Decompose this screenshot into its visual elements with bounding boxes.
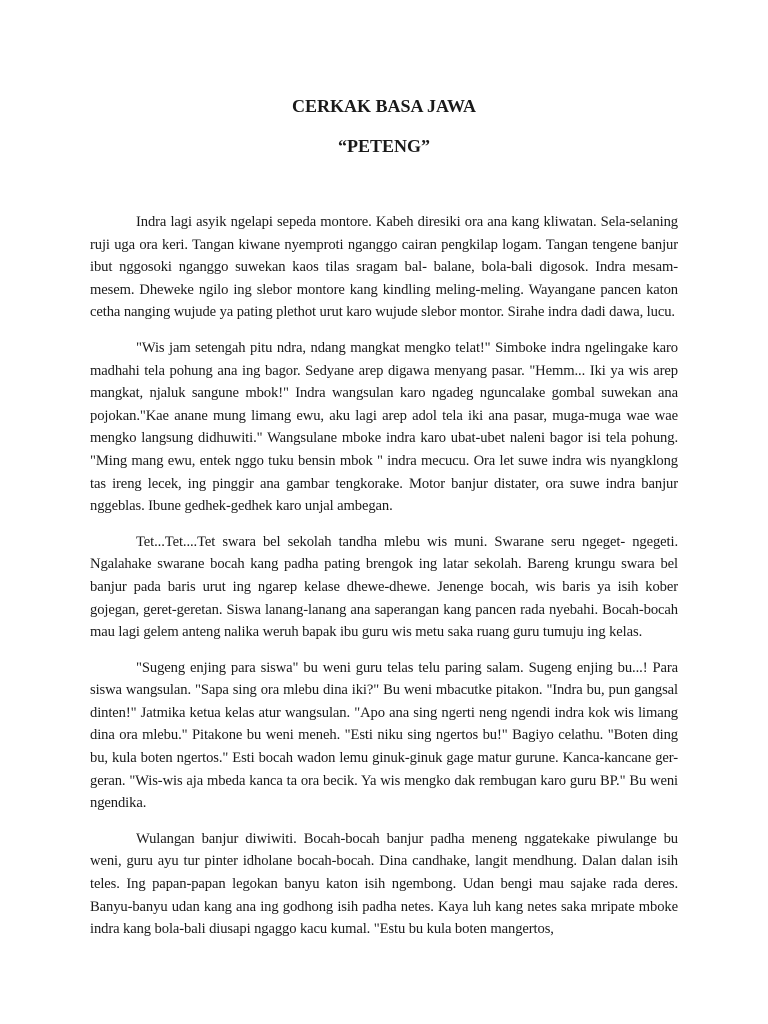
document-title: CERKAK BASA JAWA: [291, 96, 477, 116]
paragraph-1: Indra lagi asyik ngelapi sepeda montore. Kabeh diresiki ora ana kang kliwatan. Sela-selaning ruji uga ora keri. Tangan kiwane nyemproti nganggo cairan pengkilap logam. Tangan tengene banjur ibut nggosoki nganggo suwekan kaos tilas sragam bal- balane, bola-bali digosok. Indra mesam-mesem. Dheweke ngilo ing slebor montore kang kindling meling-meling. Wayangane pancen katon cetha nanging wujude ya pating plethot urut karo wujude slebor montor. Sirahe indra dadi dawa, lucu.: [90, 214, 678, 321]
story-body: [90, 211, 678, 954]
paragraph-2: "Wis jam setengah pitu ndra, ndang mangkat mengko telat!" Simboke indra ngelingake karo madhahi tela pohung ana ing bagor. Sedyane arep digawa menyang pasar. "Hemm... Iki ya wis arep mangkat, njaluk sangune mbok!" Indra wangsulan karo ngadeg nguncalake gombal suwekan ana pojokan."Kae anane mung limang ewu, aku lagi arep adol tela iki ana pasar, muga-muga wae wae mengko langsung didhuwiti." Wangsulane mboke indra karo ubat-ubet naleni bagor isi tela pohung. "Ming mang ewu, entek nggo tuku bensin mbok " indra mecucu. Ora let suwe indra wis nyangklong tas ireng lecek, ing pinggir ana gambar tengkorake. Motor banjur distater, ora suwe indra banjur nggeblas. Ibune gedhek-gedhek karo unjal ambegan.: [90, 339, 678, 515]
document-subtitle: “PETENG”: [337, 136, 430, 156]
paragraph-5: Wulangan banjur diwiwiti. Bocah-bocah banjur padha meneng nggatekake piwulange bu weni, guru ayu tur pinter idholane bocah-bocah. Dina candhake, langit mendhung. Dalan dalan isih teles. Ing papan-papan legokan banyu katon isih ngembong. Udan bengi mau sajake rada deres. Banyu-banyu udan kang ana ing godhong isih padha netes. Kaya luh kang netes saka mripate mboke indra kang bola-bali diusapi ngaggo kacu kumal. "Estu bu kula boten mangertos,: [90, 830, 678, 938]
paragraph-4: "Sugeng enjing para siswa" bu weni guru telas telu paring salam. Sugeng enjing bu...! Para siswa wangsulan. "Sapa sing ora mlebu dina iki?" Bu weni mbacutke pitakon. "Indra bu, pun gangsal dinten!" Jatmika ketua kelas atur wangsulan. "Apo ana sing ngerti neng ngendi indra kok wis limang dina ora mlebu." Pitakone bu weni meneh. "Esti niku sing ngertos bu!" Bagiyo celathu. "Boten ding bu, kula boten ngertos." Esti bocah wadon lemu ginuk-ginuk gage matur gurune. Kanca-kancane ger-geran. "Wis-wis aja mbeda kanca ta ora becik. Ya wis mengko dak rembugan karo guru BP." Bu weni ngendika.: [90, 659, 678, 812]
paragraph-3: Tet...Tet....Tet swara bel sekolah tandha mlebu wis muni. Swarane seru ngeget- ngegeti. Ngalahake swarane bocah kang padha pating brengok ing latar sekolah. Bareng krungu swara bel banjur pada baris urut ing ngarep kelase dhewe-dhewe. Jenenge bocah, wis baris ya isih kober gojegan, geret-geretan. Siswa lanang-lanang ana saperangan kang pancen rada nyebahi. Bocah-bocah mau lagi gelem anteng nalika weruh bapak ibu guru wis metu saka ruang guru tumuju ing kelas.: [90, 533, 678, 641]
